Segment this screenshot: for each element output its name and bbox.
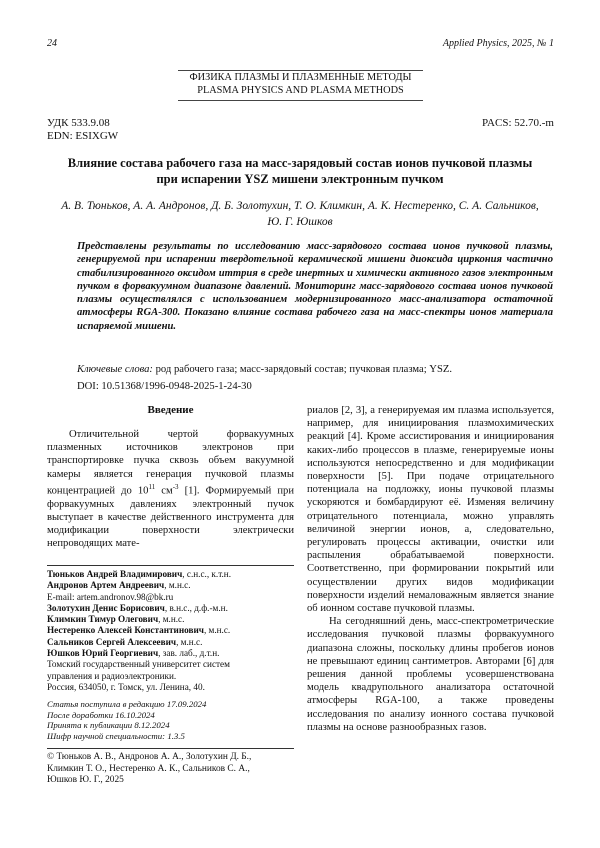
section-heading-introduction: Введение xyxy=(147,404,194,416)
copyright-notice xyxy=(47,752,297,787)
affiliation-line xyxy=(47,648,307,659)
affiliation-line xyxy=(47,625,307,636)
keywords-list: род рабочего газа; масс-зарядовый состав; пучковая плазма; YSZ. xyxy=(152,364,452,375)
affiliation-line xyxy=(47,637,307,648)
affiliation-detail: , в.н.с., д.ф.-м.н. xyxy=(164,602,228,613)
author-name: Сальников Сергей Алексеевич xyxy=(47,636,177,647)
author-name: Нестеренко Алексей Константинович xyxy=(47,625,204,636)
section-title-en: PLASMA PHYSICS AND PLASMA METHODS xyxy=(197,84,404,96)
affiliation-detail: , м.н.с. xyxy=(203,625,231,636)
udk-block xyxy=(47,117,118,143)
copyright-line: Климкин Т. О., Нестеренко А. К., Сальников С. А., xyxy=(47,763,250,774)
affiliation-line xyxy=(47,659,307,670)
keywords-label: Ключевые слова: xyxy=(77,364,153,375)
affiliation-detail: Россия, 634050, г. Томск, ул. Ленина, 40. xyxy=(47,681,205,692)
section-rule-top xyxy=(178,70,423,71)
intro-p1-part1: Отличительной чертой форвакуумных плазменных источников электронов при транспортировке пучка сквозь объем вакуумной камеры является генерация пучковой плазмы концентрацией до 10 xyxy=(47,429,294,497)
superscript-unit: -3 xyxy=(172,482,179,491)
edn-code: EDN: ESIXGW xyxy=(47,130,119,142)
intro-paragraph-1 xyxy=(47,428,294,550)
author-name: Золотухин Денис Борисович xyxy=(47,602,165,613)
intro-paragraph-2: На сегодняшний день, масс-спектрометрические исследования пучковой плазмы форвакуумного диапазона сложны, поскольку длины пробегов ионов не превышают единиц сантиметров. Авторами [6] для решения данной проблемы усовершенствована модель квадрупольного анализатора остаточной атмосферы RGA-100, а также проведены исследования по анализу ионного состава пучковой плазмы на основе разнообразных газов. xyxy=(307,616,554,733)
affiliation-divider xyxy=(47,565,294,566)
affiliation-detail: , зав. лаб., д.т.н. xyxy=(158,648,220,659)
affiliation-detail: , с.н.с., к.т.н. xyxy=(182,569,232,579)
journal-running-head: Applied Physics, 2025, № 1 xyxy=(442,38,554,49)
copyright-divider xyxy=(47,748,294,749)
date-line: После доработки 16.10.2024 xyxy=(47,709,155,720)
intro-p1-part2: см xyxy=(155,485,173,497)
page-number: 24 xyxy=(47,38,57,49)
author-name: Климкин Тимур Олегович xyxy=(47,614,159,625)
author-affiliations xyxy=(47,569,307,693)
superscript-exponent: 11 xyxy=(148,482,156,491)
affiliation-line xyxy=(47,580,307,591)
left-column-text xyxy=(47,428,294,550)
copyright-line: Юшков Ю. Г., 2025 xyxy=(47,775,124,786)
udk-code: УДК 533.9.08 xyxy=(47,117,110,129)
article-title: Влияние состава рабочего газа на масс-зарядовый состав ионов пучковой плазмы при испарении YSZ мишени электронным пучком xyxy=(67,156,533,186)
author-name: Тюньков Андрей Владимирович xyxy=(47,569,183,579)
intro-p1-part3: [1]. Формируемый при форвакуумных давлениях электронный пучок выступает в качестве действенного инструмента для модификации поверхности электрически непроводящих мате- xyxy=(47,485,294,550)
copyright-line: © Тюньков А. В., Андронов А. А., Золотухин Д. Б., xyxy=(47,752,252,762)
date-line: Шифр научной специальности: 1.3.5 xyxy=(47,730,185,741)
affiliation-detail: , м.н.с. xyxy=(158,614,185,625)
author-name: Андронов Артем Андреевич xyxy=(47,580,165,591)
section-title-ru: ФИЗИКА ПЛАЗМЫ И ПЛАЗМЕННЫЕ МЕТОДЫ xyxy=(189,72,412,83)
intro-paragraph-continued: риалов [2, 3], а генерируемая им плазма используется, например, для инициирования плазмохимических реакций [4]. Кроме ассистирования и инициирования каких-либо процессов в плазме, генерируемые ионы используются непосредственно и для модификации поверхности [5]. При подаче отрицательного потенциала на подложку, ионы пучковой плазмы ускоряются и бомбардируют её. Изменяя величину отрицательного потенциала, можно управлять величиной энергии ионов, а, следовательно, регулировать процессы активации, очистки или распыления обрабатываемой поверхности. Соответственно, при формировании покрытий или осуществлении других видов модификации поверхности изделий немаловажным является знание об ионном составе пучковой плазмы. xyxy=(307,405,554,615)
author-name: Юшков Юрий Георгиевич xyxy=(47,648,159,659)
article-dates xyxy=(47,699,206,741)
affiliation-detail: управления и радиоэлектроники. xyxy=(47,670,177,681)
affiliation-line xyxy=(47,671,307,682)
keywords xyxy=(77,363,553,376)
affiliation-line xyxy=(47,603,307,614)
article-authors: А. В. Тюньков, А. А. Андронов, Д. Б. Золотухин, Т. О. Климкин, А. К. Нестеренко, С. А. Сальников, Ю. Г. Юшков xyxy=(61,200,539,228)
affiliation-line xyxy=(47,569,307,580)
doi: DOI: 10.51368/1996-0948-2025-1-24-30 xyxy=(77,381,252,392)
section-rule-bottom xyxy=(178,100,423,101)
affiliation-line xyxy=(47,614,307,625)
right-column-text xyxy=(307,404,554,734)
section-heading xyxy=(178,72,423,97)
affiliation-detail: , м.н.с. xyxy=(176,636,203,647)
date-line: Статья поступила в редакцию 17.09.2024 xyxy=(47,699,207,709)
affiliation-detail: E-mail: artem.andronov.98@bk.ru xyxy=(47,591,174,602)
affiliation-line xyxy=(47,592,307,603)
affiliation-detail: , м.н.с. xyxy=(164,580,191,591)
affiliation-line xyxy=(47,682,307,693)
date-line: Принята к публикации 8.12.2024 xyxy=(47,720,170,731)
pacs-code: PACS: 52.70.-m xyxy=(481,117,554,129)
affiliation-detail: Томский государственный университет систем xyxy=(47,659,230,670)
abstract: Представлены результаты по исследованию масс-зарядового состава ионов пучковой плазмы, генерируемой при испарении твердотельной керамической мишени диоксида циркония частично стабилизированного оксидом иттрия в среде инертных и химически активного газов электронным пучком в форвакуумном диапазоне давлений. Мониторинг масс-зарядового состава ионов пучковой плазмы осуществлялся с использованием модернизированного масс-анализатора остаточной атмосферы RGA-300. Показано влияние состава рабочего газа на масс-спектры ионов материала испаряемой мишени. xyxy=(77,241,553,332)
